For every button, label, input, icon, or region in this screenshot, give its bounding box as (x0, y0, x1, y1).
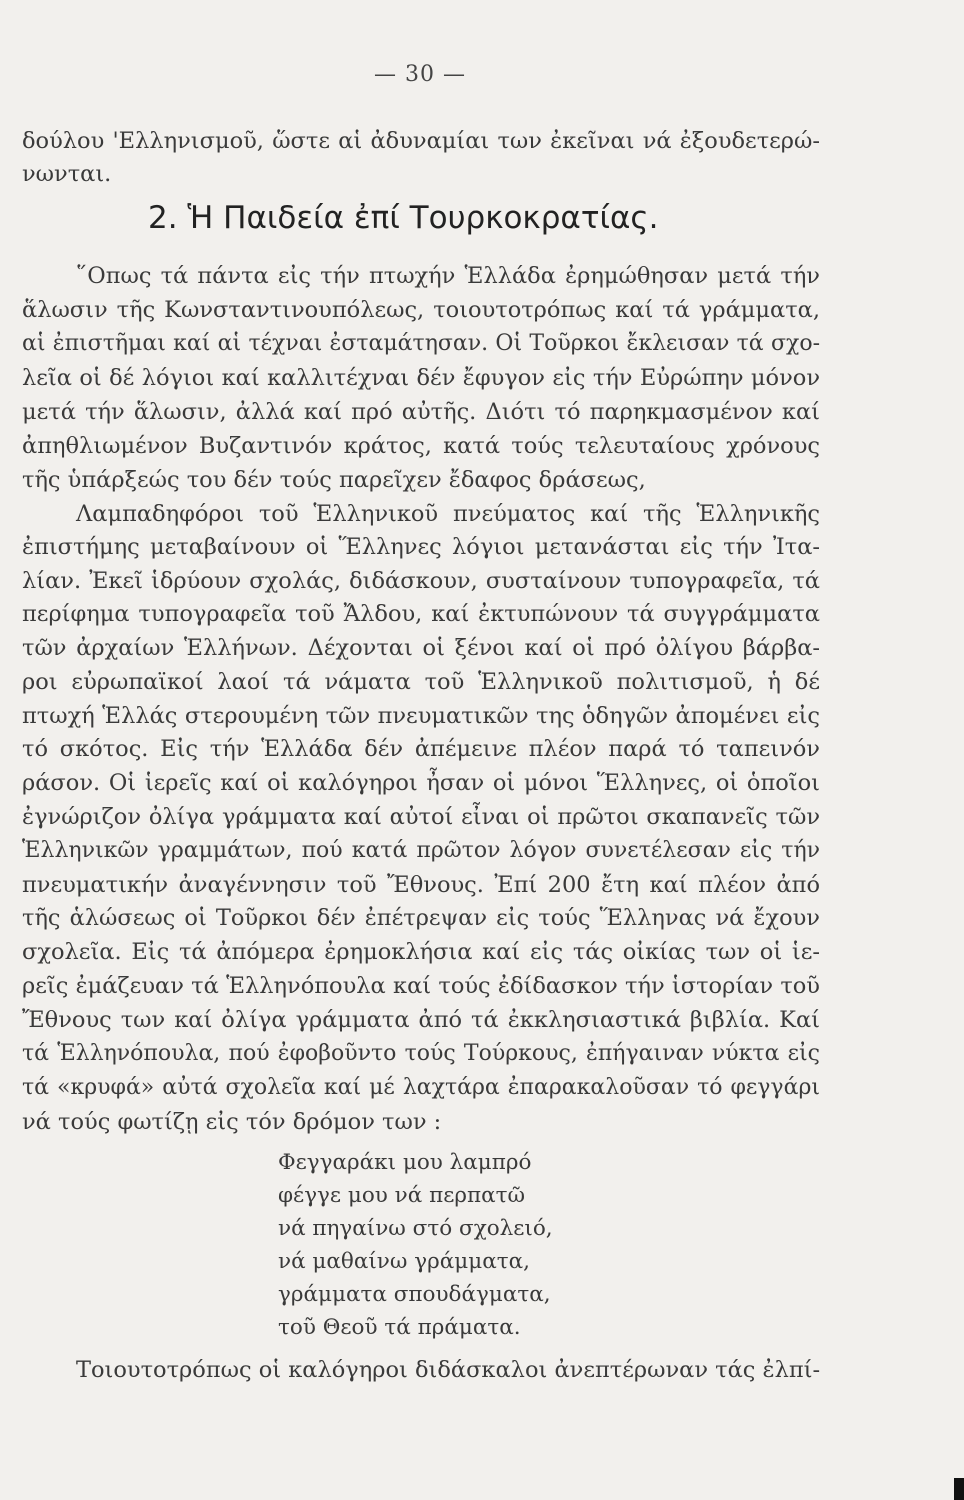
scan-edge-mark (954, 1478, 964, 1500)
paragraph-line: τῆς ὑπάρξεώς του δέν τούς παρεῖχεν ἔδαφος δράσεως, (22, 467, 646, 493)
intro-line: νωνται. (22, 161, 112, 187)
poem-line: τοῦ Θεοῦ τά πράματα. (278, 1315, 521, 1340)
paragraph-line: Ἔθνους των καί ὀλίγα γράμματα ἀπό τά ἐκκλησιαστικά βιβλία. Καί (22, 1007, 820, 1033)
paragraph-line: ροι εὐρωπαϊκοί λαοί τά νάματα τοῦ Ἑλληνικοῦ πολιτισμοῦ, ἡ δέ (22, 669, 820, 695)
paragraph-line: λεῖα οἱ δέ λόγιοι καί καλλιτέχναι δέν ἔφυγον εἰς τήν Εὐρώπην μόνον (22, 365, 820, 391)
poem-line: γράμματα σπουδάγματα, (278, 1282, 551, 1307)
closing-line: Τοιουτοτρόπως οἱ καλόγηροι διδάσκαλοι ἀνεπτέρωναν τάς ἐλπί- (76, 1357, 821, 1383)
section-heading: 2. Ἡ Παιδεία ἐπί Τουρκοκρατίας. (148, 200, 659, 236)
paragraph-line: ῞Οπως τά πάντα εἰς τήν πτωχήν Ἑλλάδα ἐρημώθησαν μετά τήν (76, 263, 820, 289)
paragraph-line: πνευματικήν ἀναγέννησιν τοῦ Ἔθνους. Ἐπί 200 ἔτη καί πλέον ἀπό (22, 872, 820, 898)
paragraph-line: Λαμπαδηφόροι τοῦ Ἑλληνικοῦ πνεύματος καί τῆς Ἑλληνικῆς (76, 501, 820, 527)
paragraph-line: πτωχή Ἑλλάς στερουμένη τῶν πνευματικῶν της ὁδηγῶν ἀπομένει εἰς (22, 703, 820, 729)
paragraph-line: ἐγνώριζον ὀλίγα γράμματα καί αὐτοί εἶναι οἱ πρῶτοι σκαπανεῖς τῶν (22, 804, 820, 830)
poem-line: Φεγγαράκι μου λαμπρό (278, 1150, 532, 1175)
paragraph-line: τῆς ἁλώσεως οἱ Τοῦρκοι δέν ἐπέτρεψαν εἰς τούς Ἕλληνας νά ἔχουν (22, 905, 820, 931)
poem-line: νά μαθαίνω γράμματα, (278, 1249, 530, 1274)
paragraph-line: ράσον. Οἱ ἱερεῖς καί οἱ καλόγηροι ἦσαν οἱ μόνοι Ἕλληνες, οἱ ὁποῖοι (22, 770, 820, 796)
page-number: — 30 — (374, 62, 466, 87)
paragraph-line: αἱ ἐπιστῆμαι καί αἱ τέχναι ἐσταμάτησαν. Οἱ Τοῦρκοι ἔκλεισαν τά σχο- (22, 331, 820, 356)
paragraph-line: ἅλωσιν τῆς Κωνσταντινουπόλεως, τοιουτοτρόπως καί τά γράμματα, (22, 297, 820, 323)
paragraph-line: περίφημα τυπογραφεῖα τοῦ Ἄλδου, καί ἐκτυπώνουν τά συγγράμματα (22, 601, 820, 627)
intro-line: δούλου 'Ελληνισμοῦ, ὥστε αἱ ἀδυναμίαι των ἐκεῖναι νά ἐξουδετερώ- (22, 128, 820, 154)
paragraph-line: Ἑλληνικῶν γραμμάτων, πού κατά πρῶτον λόγον συνετέλεσαν εἰς τήν (22, 838, 820, 863)
paragraph-line: τῶν ἀρχαίων Ἑλλήνων. Δέχονται οἱ ξένοι καί οἱ πρό ὀλίγου βάρβα- (22, 635, 820, 661)
paragraph-line: ἀπηθλιωμένον Βυζαντινόν κράτος, κατά τούς τελευταίους χρόνους (22, 433, 820, 459)
paragraph-line: λίαν. Ἐκεῖ ἱδρύουν σχολάς, διδάσκουν, συσταίνουν τυπογραφεῖα, τά (22, 568, 820, 594)
paragraph-line: μετά τήν ἅλωσιν, ἀλλά καί πρό αὐτῆς. Διότι τό παρηκμασμένον καί (22, 399, 820, 425)
paragraph-line: νά τούς φωτίζῃ εἰς τόν δρόμον των : (22, 1109, 442, 1135)
paragraph-line: ρεῖς ἐμάζευαν τά Ἑλληνόπουλα καί τούς ἐδίδασκον τήν ἱστορίαν τοῦ (22, 973, 820, 999)
poem-line: νά πηγαίνω στό σχολειό, (278, 1216, 553, 1241)
paragraph-line: σχολεῖα. Εἰς τά ἀπόμερα ἐρημοκλήσια καί εἰς τάς οἰκίας των οἱ ἱε- (22, 939, 820, 965)
paragraph-line: τά «κρυφά» αὐτά σχολεῖα καί μέ λαχτάρα ἐπαρακαλοῦσαν τό φεγγάρι (22, 1075, 820, 1100)
poem-line: φέγγε μου νά περπατῶ (278, 1183, 526, 1208)
paragraph-line: τό σκότος. Εἰς τήν Ἑλλάδα δέν ἀπέμεινε πλέον παρά τό ταπεινόν (22, 736, 820, 762)
paragraph-line: ἐπιστήμης μεταβαίνουν οἱ Ἕλληνες λόγιοι μετανάσται εἰς τήν Ἰτα- (22, 534, 820, 560)
paragraph-line: τά Ἑλληνόπουλα, πού ἐφοβοῦντο τούς Τούρκους, ἐπήγαιναν νύκτα εἰς (22, 1041, 820, 1066)
